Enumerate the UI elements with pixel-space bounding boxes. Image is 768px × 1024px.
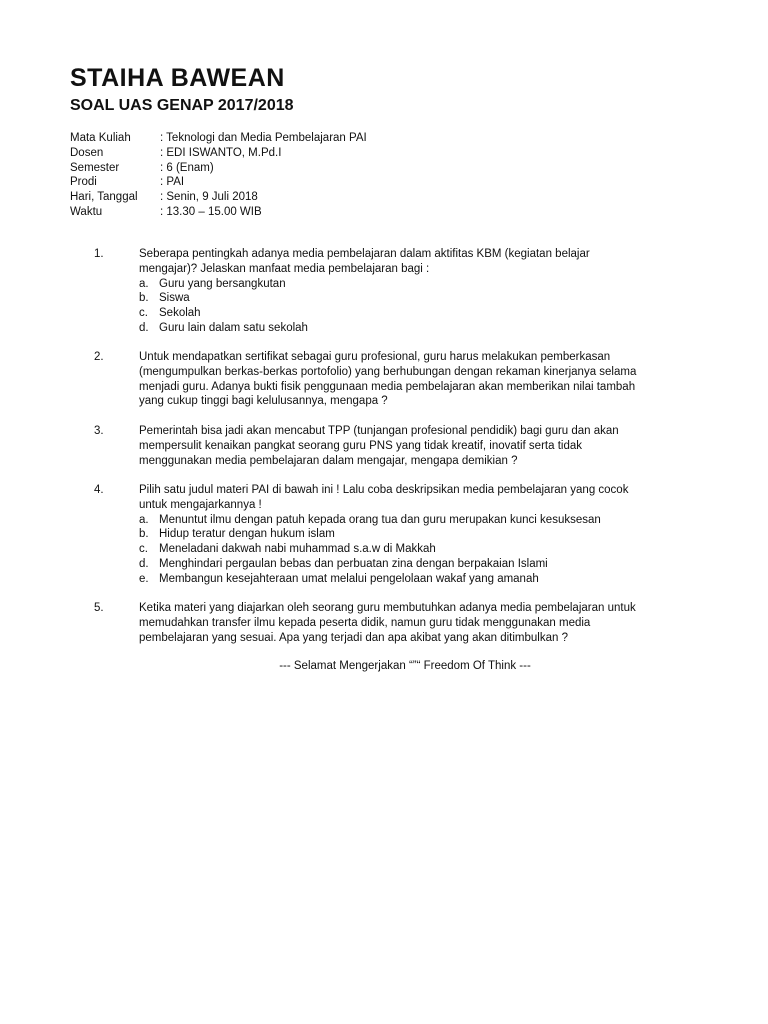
answer-option	[139, 291, 704, 306]
info-row	[70, 175, 367, 190]
closing-note: --- Selamat Mengerjakan “”“ Freedom Of Think ---	[279, 660, 531, 672]
exam-title: SOAL UAS GENAP 2017/2018	[70, 97, 294, 114]
info-key: Waktu	[70, 205, 103, 218]
info-key: Mata Kuliah	[70, 132, 131, 144]
option-letter: b.	[139, 292, 149, 305]
option-text: Sekolah	[159, 307, 201, 320]
institution-title: STAIHA BAWEAN	[70, 64, 285, 92]
option-letter: c.	[139, 543, 148, 556]
option-text: Menuntut ilmu dengan patuh kepada orang tua dan guru merupakan kunci kesuksesan	[159, 513, 601, 526]
option-text: Hidup teratur dengan hukum islam	[159, 528, 335, 541]
answer-option	[139, 277, 704, 292]
option-letter: b.	[139, 528, 149, 541]
info-key: Prodi	[70, 176, 97, 189]
answer-option	[139, 542, 704, 557]
info-row	[70, 146, 367, 161]
question-2	[94, 350, 704, 409]
option-letter: e.	[139, 572, 149, 585]
exam-info	[70, 131, 367, 220]
info-row	[70, 161, 367, 176]
question-text: Untuk mendapatkan sertifikat sebagai guru profesional, guru harus melakukan pemberkasan (mengumpulkan berkas-berkas portofolio) yang berhubungan dengan rekaman kinerjanya selama menjadi guru. Adanya bukti fisik penggunaan media pembelajaran akan memberikan nilai tambah yang cukup tinggi bagi kelulusannya, mengapa ?	[139, 351, 637, 408]
info-value: : Senin, 9 Juli 2018	[160, 191, 258, 204]
question-4	[94, 483, 704, 587]
question-5	[94, 601, 704, 645]
info-value: : 13.30 – 15.00 WIB	[160, 205, 262, 218]
answer-option	[139, 572, 704, 587]
option-letter: c.	[139, 307, 148, 320]
info-key: Dosen	[70, 146, 104, 159]
option-letter: a.	[139, 277, 149, 290]
question-text: Pemerintah bisa jadi akan mencabut TPP (tunjangan profesional pendidik) bagi guru dan akan mempersulit kenaikan pangkat seorang guru PNS yang tidak kreatif, inovatif serta tidak menggunakan media pembelajaran dalam mengajar, mengapa demikian ?	[139, 425, 619, 467]
option-text: Guru lain dalam satu sekolah	[159, 321, 308, 334]
answer-option	[139, 557, 704, 572]
question-1	[94, 247, 704, 336]
question-number: 5.	[94, 602, 104, 614]
info-key: Hari, Tanggal	[70, 191, 138, 204]
option-text: Siswa	[159, 292, 190, 305]
question-text: Ketika materi yang diajarkan oleh seorang guru membutuhkan adanya media pembelajaran untuk memudahkan transfer ilmu kepada peserta didik, namun guru tidak menggunakan media pembelajaran yang sesuai. Apa yang terjadi dan apa akibat yang akan ditimbulkan ?	[139, 602, 636, 644]
info-row	[70, 131, 367, 146]
option-text: Menghindari pergaulan bebas dan perbuatan zina dengan berpakaian Islami	[159, 557, 548, 570]
info-value: : EDI ISWANTO, M.Pd.I	[160, 146, 282, 159]
info-value: : PAI	[160, 176, 185, 189]
question-text: Pilih satu judul materi PAI di bawah ini ! Lalu coba deskripsikan media pembelajaran yang cocok untuk mengajarkannya !	[139, 484, 629, 511]
question-number: 4.	[94, 484, 104, 496]
question-number: 2.	[94, 351, 104, 363]
info-row	[70, 190, 367, 205]
option-letter: a.	[139, 513, 149, 526]
question-text: Seberapa pentingkah adanya media pembelajaran dalam aktifitas KBM (kegiatan belajar mengajar)? Jelaskan manfaat media pembelajaran bagi :	[139, 248, 590, 275]
option-letter: d.	[139, 557, 149, 570]
option-text: Guru yang bersangkutan	[159, 277, 286, 290]
answer-option	[139, 527, 704, 542]
answer-option	[139, 513, 704, 528]
option-text: Membangun kesejahteraan umat melalui pengelolaan wakaf yang amanah	[159, 572, 539, 585]
answer-option	[139, 306, 704, 321]
question-number: 1.	[94, 248, 104, 260]
question-3	[94, 424, 704, 468]
answer-option	[139, 321, 704, 336]
question-number: 3.	[94, 425, 104, 437]
info-value: : 6 (Enam)	[160, 161, 214, 174]
option-text: Meneladani dakwah nabi muhammad s.a.w di Makkah	[159, 543, 436, 556]
info-value: : Teknologi dan Media Pembelajaran PAI	[160, 132, 367, 144]
info-row	[70, 205, 367, 220]
info-key: Semester	[70, 161, 120, 174]
option-letter: d.	[139, 321, 149, 334]
